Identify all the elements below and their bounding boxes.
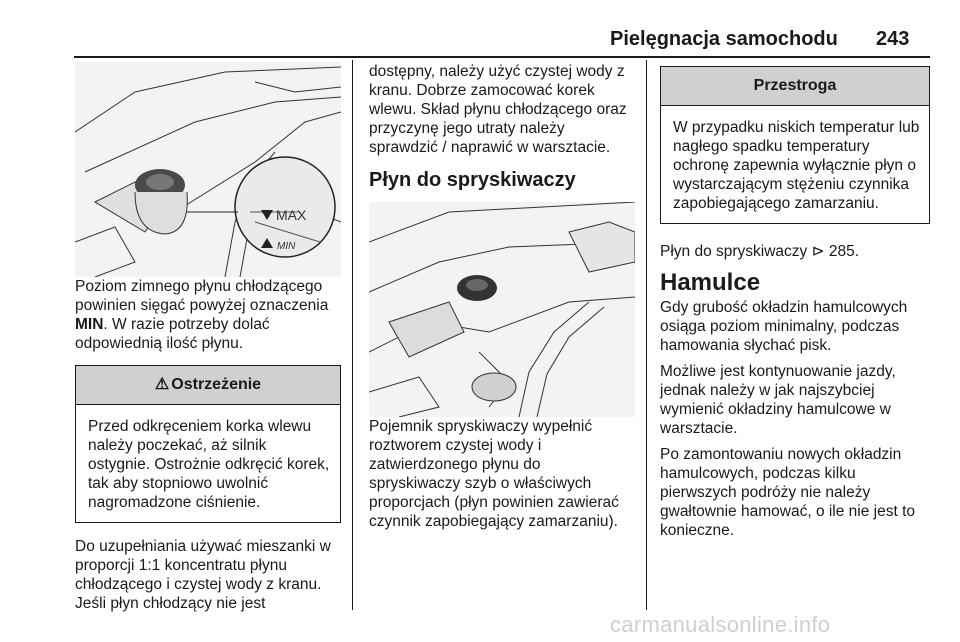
column-right <box>660 62 930 547</box>
reference-page-link[interactable]: 285. <box>828 243 860 260</box>
coolant-caption: Poziom zimnego płynu chłodzącego powinien sięgać powyżej oznaczenia MIN. W razie potrzeby dolać odpowiednią ilość płynu. <box>75 278 329 352</box>
warning-box <box>75 365 341 523</box>
coolant-mix-paragraph: Do uzupełniania używać mieszanki w proporcji 1:1 koncentratu płynu chłodzącego i czystej wody z kranu. Jeśli płyn chłodzący nie jest <box>75 538 331 612</box>
warning-header: ⚠ Ostrzeżenie <box>76 366 340 405</box>
watermark: carmanualsonline.info <box>610 612 831 637</box>
washer-engine-illustration <box>369 202 635 417</box>
washer-caption: Pojemnik spryskiwaczy wypełnić roztworem czystej wody i zatwierdzonego płynu do spryskiwaczy szyb o właściwych proporcjach (płyn powinien zawierać czynnik zapobiegający zamarzaniu). <box>369 418 619 530</box>
brakes-paragraph: Po zamontowaniu nowych okładzin hamulcowych, podczas kilku pierwszych podróży nie należy gwałtownie hamować, o ile nie jest to konieczne. <box>660 446 916 539</box>
caution-text: W przypadku niskich temperatur lub nagłego spadku temperatury ochronę zapewnia wyłącznie płyn o wystarczającym stężeniu czynnika zapobiegającego zamarzaniu. <box>673 119 920 212</box>
brakes-heading: Hamulce <box>660 269 761 296</box>
page-header <box>0 0 960 60</box>
min-mark-label: MIN <box>277 241 296 252</box>
column-divider <box>646 60 647 610</box>
warning-text: Przed odkręceniem korka wlewu należy poczekać, aż silnik ostygnie. Ostrożnie odkręcić korek, tak aby stopniowo uwolnić nagromadzone ciśnienie. <box>88 418 330 511</box>
caution-box <box>660 66 930 224</box>
caution-header: Przestroga <box>661 67 929 106</box>
brakes-paragraph: Możliwe jest kontynuowanie jazdy, jednak należy w jak najszybciej wymienić okładziny hamulcowe w warsztacie. <box>660 363 896 437</box>
column-left <box>75 62 341 620</box>
column-middle <box>369 62 635 538</box>
coolant-engine-illustration <box>75 62 341 277</box>
coolant-continued-paragraph: dostępny, należy użyć czystej wody z kranu. Dobrze zamocować korek wlewu. Skład płynu chłodzącego oraz przyczynę jego utraty należy sprawdzić / naprawić w warsztacie. <box>369 63 627 156</box>
washer-reservoir-figure <box>369 202 635 417</box>
header-rule <box>74 56 930 58</box>
column-divider <box>352 60 353 610</box>
max-mark-label: MAX <box>276 207 307 223</box>
brakes-paragraph: Gdy grubość okładzin hamulcowych osiąga poziom minimalny, podczas hamowania słychać pisk. <box>660 299 908 354</box>
warning-triangle-icon: ⚠ <box>154 376 170 393</box>
washer-fluid-heading: Płyn do spryskiwaczy <box>369 169 576 191</box>
page-ref-arrow-icon: ⊳ <box>811 243 825 260</box>
section-title: Pielęgnacja samochodu <box>610 28 838 50</box>
coolant-reservoir-figure <box>75 62 341 277</box>
page-number: 243 <box>876 28 910 50</box>
washer-fluid-reference: Płyn do spryskiwaczy ⊳ 285. <box>660 243 860 260</box>
